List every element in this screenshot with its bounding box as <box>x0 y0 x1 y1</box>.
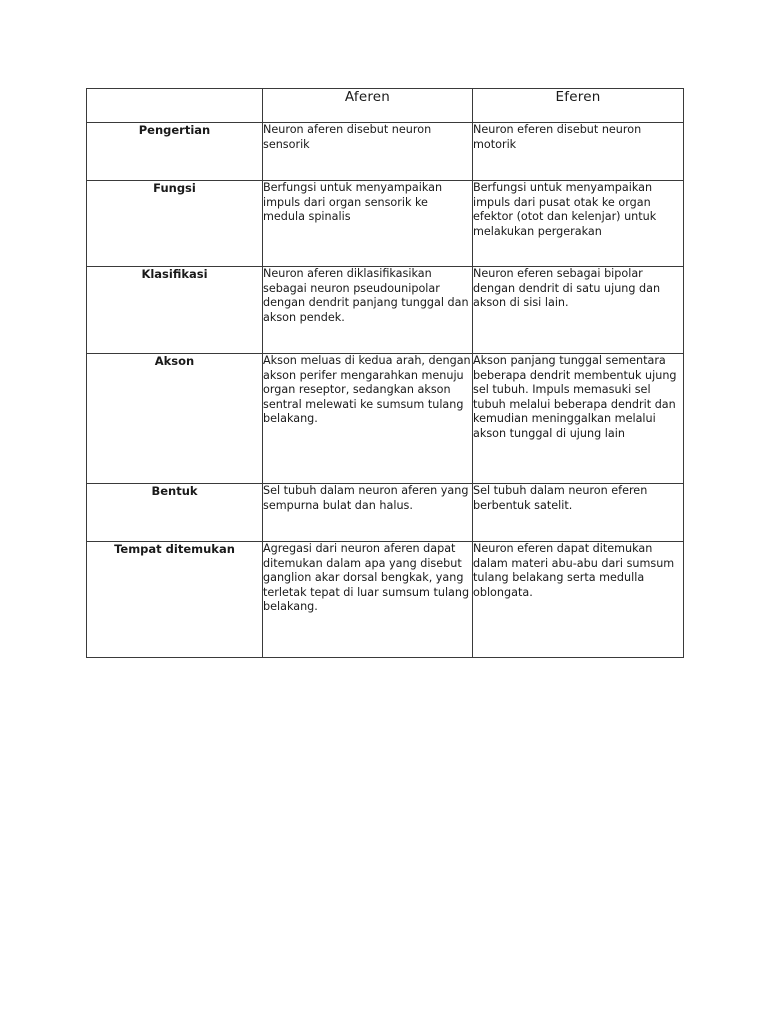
table-row <box>87 542 684 658</box>
row-label-tempat-ditemukan: Tempat ditemukan <box>87 542 263 658</box>
header-eferen: Eferen <box>473 89 684 123</box>
cell-eferen-klasifikasi: Neuron eferen sebagai bipolar dengan dendrit di satu ujung dan akson di sisi lain. <box>473 267 684 354</box>
cell-aferen-klasifikasi: Neuron aferen diklasifikasikan sebagai neuron pseudounipolar dengan dendrit panjang tunggal dan akson pendek. <box>263 267 473 354</box>
header-aferen: Aferen <box>263 89 473 123</box>
cell-eferen-pengertian: Neuron eferen disebut neuron motorik <box>473 123 684 181</box>
table-row <box>87 484 684 542</box>
table-header-row <box>87 89 684 123</box>
cell-aferen-fungsi: Berfungsi untuk menyampaikan impuls dari organ sensorik ke medula spinalis <box>263 181 473 267</box>
cell-eferen-tempat-ditemukan: Neuron eferen dapat ditemukan dalam materi abu-abu dari sumsum tulang belakang serta medulla oblongata. <box>473 542 684 658</box>
table-row <box>87 267 684 354</box>
row-label-klasifikasi: Klasifikasi <box>87 267 263 354</box>
row-label-pengertian: Pengertian <box>87 123 263 181</box>
cell-eferen-akson: Akson panjang tunggal sementara beberapa dendrit membentuk ujung sel tubuh. Impuls memasuki sel tubuh melalui beberapa dendrit dan kemudian meninggalkan melalui akson tunggal di ujung lain <box>473 354 684 484</box>
comparison-table <box>86 88 684 658</box>
cell-eferen-fungsi: Berfungsi untuk menyampaikan impuls dari pusat otak ke organ efektor (otot dan kelenjar) untuk melakukan pergerakan <box>473 181 684 267</box>
header-corner-cell <box>87 89 263 123</box>
cell-aferen-pengertian: Neuron aferen disebut neuron sensorik <box>263 123 473 181</box>
row-label-akson: Akson <box>87 354 263 484</box>
table-row <box>87 354 684 484</box>
table-row <box>87 181 684 267</box>
cell-aferen-akson: Akson meluas di kedua arah, dengan akson perifer mengarahkan menuju organ reseptor, sedangkan akson sentral melewati ke sumsum tulang belakang. <box>263 354 473 484</box>
row-label-fungsi: Fungsi <box>87 181 263 267</box>
row-label-bentuk: Bentuk <box>87 484 263 542</box>
cell-aferen-tempat-ditemukan: Agregasi dari neuron aferen dapat ditemukan dalam apa yang disebut ganglion akar dorsal bengkak, yang terletak tepat di luar sumsum tulang belakang. <box>263 542 473 658</box>
cell-eferen-bentuk: Sel tubuh dalam neuron eferen berbentuk satelit. <box>473 484 684 542</box>
table-row <box>87 123 684 181</box>
cell-aferen-bentuk: Sel tubuh dalam neuron aferen yang sempurna bulat dan halus. <box>263 484 473 542</box>
